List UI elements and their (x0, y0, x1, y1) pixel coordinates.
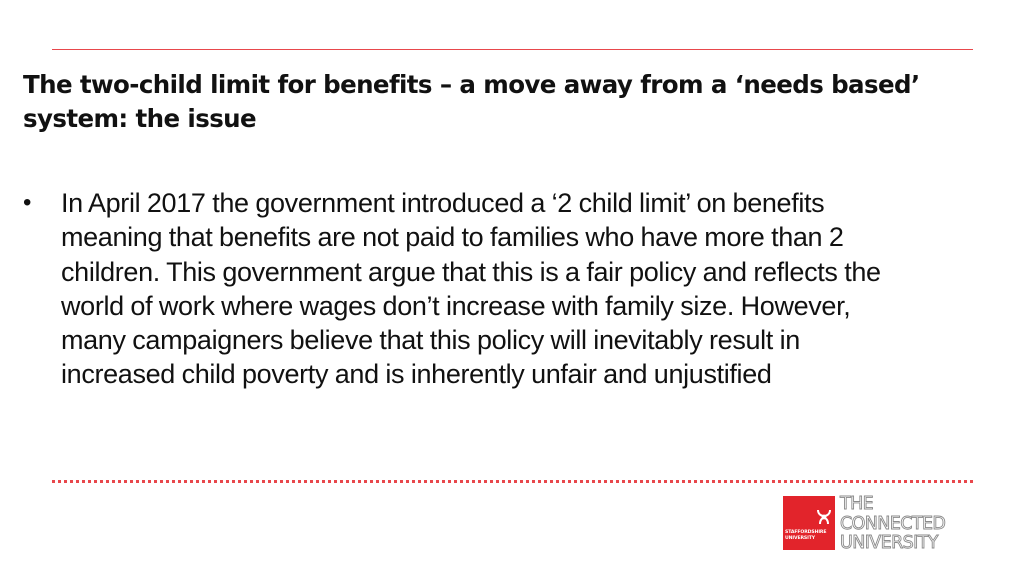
connected-university-wordmark (840, 495, 980, 554)
bullet-text: In April 2017 the government introduced a ‘2 child limit’ on benefits meaning that benefits are not paid to families who have more than 2 children. This government argue that this is a fair policy and reflects the world of work where wages don’t increase with family size. However, many campaigners believe that this policy will inevitably result in increased child poverty and is inherently unfair and unjustified (61, 188, 881, 390)
staffordshire-university-logo (783, 496, 835, 550)
bottom-dotted-divider (52, 480, 973, 483)
bullet-marker: • (23, 189, 32, 216)
stafford-knot-icon (816, 508, 832, 526)
bullet-list (23, 186, 903, 392)
wordmark-line: THE (840, 494, 874, 514)
top-divider (52, 49, 973, 50)
logo-badge-text (785, 530, 833, 542)
bullet-item (23, 186, 903, 392)
wordmark-line: CONNECTED (840, 513, 946, 534)
slide-title: The two-child limit for benefits – a move away from a ‘needs based’ system: the issue (23, 70, 920, 133)
logo-badge-line: UNIVERSITY (785, 536, 815, 541)
logo-badge-line: STAFFORDSHIRE (785, 530, 827, 535)
wordmark-line: UNIVERSITY (840, 533, 938, 553)
